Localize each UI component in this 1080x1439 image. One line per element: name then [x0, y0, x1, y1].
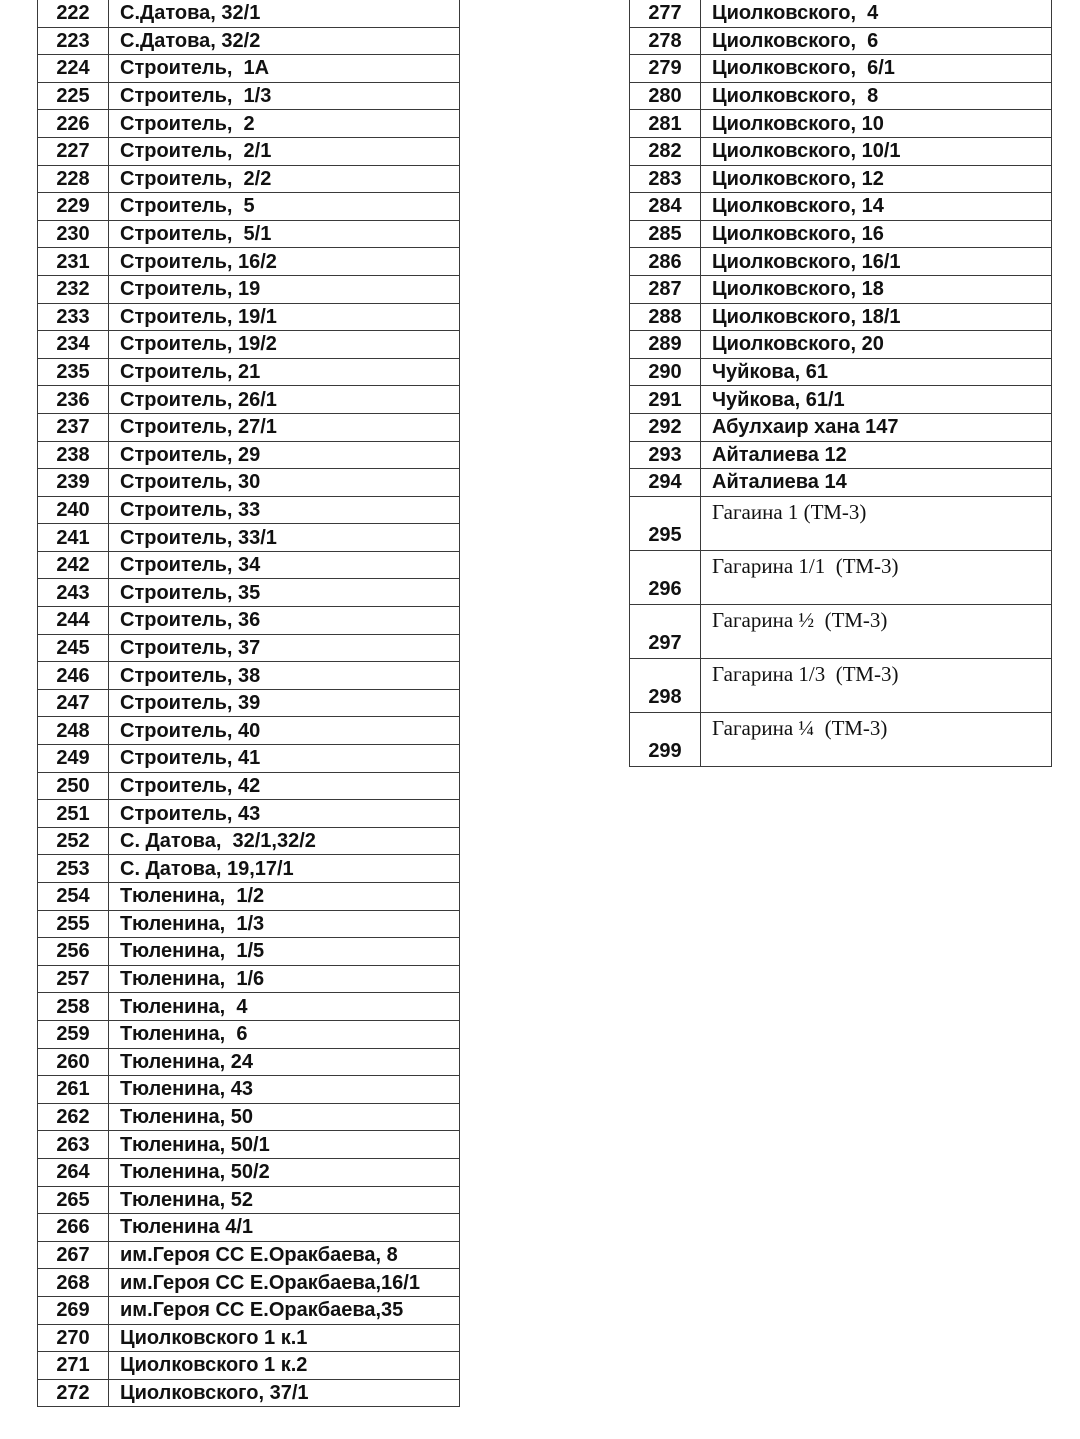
row-number: 228: [38, 165, 109, 193]
address-cell: Циолковского, 37/1: [109, 1379, 460, 1407]
address-cell: С. Датова, 32/1,32/2: [109, 827, 460, 855]
table-row: [38, 1186, 460, 1214]
address-cell: Циолковского, 20: [701, 331, 1052, 359]
table-row: [38, 689, 460, 717]
row-number: 257: [38, 965, 109, 993]
address-cell: Циолковского, 14: [701, 193, 1052, 221]
address-cell: Циолковского, 16: [701, 220, 1052, 248]
address-cell: Гагарина ¼ (ТМ-3): [701, 712, 1052, 766]
row-number: 281: [630, 110, 701, 138]
table-row: [630, 604, 1052, 658]
row-number: 295: [630, 496, 701, 550]
address-cell: Тюленина, 6: [109, 1020, 460, 1048]
address-cell: Строитель, 33/1: [109, 524, 460, 552]
address-cell: Чуйкова, 61: [701, 358, 1052, 386]
row-number: 287: [630, 275, 701, 303]
row-number: 277: [630, 0, 701, 27]
row-number: 262: [38, 1103, 109, 1131]
row-number: 249: [38, 745, 109, 773]
row-number: 272: [38, 1379, 109, 1407]
table-row: [38, 220, 460, 248]
row-number: 280: [630, 82, 701, 110]
address-cell: Строитель, 35: [109, 579, 460, 607]
row-number: 253: [38, 855, 109, 883]
row-number: 246: [38, 662, 109, 690]
table-row: [38, 1020, 460, 1048]
table-row: [38, 27, 460, 55]
address-cell: Строитель, 43: [109, 800, 460, 828]
row-number: 243: [38, 579, 109, 607]
address-cell: Циолковского, 6: [701, 27, 1052, 55]
table-row: [38, 827, 460, 855]
address-cell: Гагарина ½ (ТМ-3): [701, 604, 1052, 658]
table-row: [38, 938, 460, 966]
address-cell: Тюленина, 1/5: [109, 938, 460, 966]
table-row: [38, 1158, 460, 1186]
address-cell: Строитель, 2/2: [109, 165, 460, 193]
table-row: [38, 413, 460, 441]
table-row: [630, 496, 1052, 550]
row-number: 263: [38, 1131, 109, 1159]
row-number: 266: [38, 1214, 109, 1242]
table-row: [630, 220, 1052, 248]
row-number: 247: [38, 689, 109, 717]
row-number: 288: [630, 303, 701, 331]
table-row: [38, 0, 460, 27]
row-number: 286: [630, 248, 701, 276]
table-row: [38, 993, 460, 1021]
table-row: [38, 303, 460, 331]
address-cell: Строитель, 2/1: [109, 137, 460, 165]
row-number: 227: [38, 137, 109, 165]
address-cell: Циолковского 1 к.1: [109, 1324, 460, 1352]
row-number: 296: [630, 550, 701, 604]
address-cell: Циолковского, 16/1: [701, 248, 1052, 276]
address-cell: Строитель, 33: [109, 496, 460, 524]
table-row: [630, 550, 1052, 604]
table-row: [630, 0, 1052, 27]
row-number: 282: [630, 137, 701, 165]
address-cell: Циолковского, 8: [701, 82, 1052, 110]
address-cell: Строитель, 19/2: [109, 331, 460, 359]
address-cell: Строитель, 41: [109, 745, 460, 773]
table-row: [630, 193, 1052, 221]
row-number: 290: [630, 358, 701, 386]
table-row: [38, 248, 460, 276]
row-number: 267: [38, 1241, 109, 1269]
address-cell: Тюленина, 50: [109, 1103, 460, 1131]
row-number: 233: [38, 303, 109, 331]
table-row: [38, 1379, 460, 1407]
table-row: [38, 883, 460, 911]
address-cell: Строитель, 42: [109, 772, 460, 800]
address-cell: Строитель, 2: [109, 110, 460, 138]
row-number: 293: [630, 441, 701, 469]
row-number: 265: [38, 1186, 109, 1214]
row-number: 254: [38, 883, 109, 911]
row-number: 283: [630, 165, 701, 193]
row-number: 285: [630, 220, 701, 248]
table-row: [630, 358, 1052, 386]
row-number: 231: [38, 248, 109, 276]
address-cell: Циолковского, 10/1: [701, 137, 1052, 165]
table-row: [630, 248, 1052, 276]
row-number: 270: [38, 1324, 109, 1352]
address-cell: Строитель, 21: [109, 358, 460, 386]
table-row: [38, 1269, 460, 1297]
table-row: [630, 386, 1052, 414]
table-row: [38, 1103, 460, 1131]
address-cell: Строитель, 26/1: [109, 386, 460, 414]
row-number: 240: [38, 496, 109, 524]
table-row: [38, 772, 460, 800]
table-row: [38, 1048, 460, 1076]
table-row: [38, 358, 460, 386]
row-number: 248: [38, 717, 109, 745]
table-row: [38, 137, 460, 165]
row-number: 235: [38, 358, 109, 386]
row-number: 236: [38, 386, 109, 414]
table-row: [630, 165, 1052, 193]
address-cell: Тюленина, 1/3: [109, 910, 460, 938]
table-row: [38, 193, 460, 221]
address-cell: им.Героя СС Е.Оракбаева,16/1: [109, 1269, 460, 1297]
table-row: [38, 551, 460, 579]
table-row: [630, 137, 1052, 165]
table-row: [38, 524, 460, 552]
address-cell: Строитель, 27/1: [109, 413, 460, 441]
row-number: 268: [38, 1269, 109, 1297]
address-cell: Тюленина, 1/2: [109, 883, 460, 911]
table-row: [38, 110, 460, 138]
row-number: 284: [630, 193, 701, 221]
table-row: [38, 1324, 460, 1352]
address-cell: С.Датова, 32/2: [109, 27, 460, 55]
table-row: [630, 275, 1052, 303]
row-number: 292: [630, 413, 701, 441]
table-row: [38, 745, 460, 773]
row-number: 237: [38, 413, 109, 441]
row-number: 271: [38, 1352, 109, 1380]
row-number: 252: [38, 827, 109, 855]
address-cell: им.Героя СС Е.Оракбаева, 8: [109, 1241, 460, 1269]
address-cell: С. Датова, 19,17/1: [109, 855, 460, 883]
table-row: [38, 1241, 460, 1269]
row-number: 278: [630, 27, 701, 55]
table-row: [630, 110, 1052, 138]
table-row: [38, 800, 460, 828]
address-cell: Строитель, 37: [109, 634, 460, 662]
table-row: [38, 441, 460, 469]
table-row: [38, 82, 460, 110]
address-cell: Циолковского, 12: [701, 165, 1052, 193]
row-number: 244: [38, 607, 109, 635]
address-cell: Строитель, 29: [109, 441, 460, 469]
address-cell: Строитель, 40: [109, 717, 460, 745]
row-number: 251: [38, 800, 109, 828]
row-number: 256: [38, 938, 109, 966]
address-cell: Строитель, 30: [109, 469, 460, 497]
table-row: [630, 413, 1052, 441]
table-row: [38, 469, 460, 497]
address-cell: Чуйкова, 61/1: [701, 386, 1052, 414]
address-cell: С.Датова, 32/1: [109, 0, 460, 27]
row-number: 258: [38, 993, 109, 1021]
row-number: 264: [38, 1158, 109, 1186]
table-row: [38, 275, 460, 303]
address-cell: Циолковского, 18/1: [701, 303, 1052, 331]
table-row: [630, 469, 1052, 497]
address-table-left: [37, 0, 460, 1407]
row-number: 297: [630, 604, 701, 658]
address-cell: Циолковского, 6/1: [701, 55, 1052, 83]
row-number: 226: [38, 110, 109, 138]
table-row: [38, 1214, 460, 1242]
address-cell: Тюленина, 1/6: [109, 965, 460, 993]
table-row: [38, 1352, 460, 1380]
row-number: 291: [630, 386, 701, 414]
row-number: 223: [38, 27, 109, 55]
address-cell: Тюленина, 24: [109, 1048, 460, 1076]
table-row: [38, 165, 460, 193]
address-cell: Тюленина, 4: [109, 993, 460, 1021]
row-number: 234: [38, 331, 109, 359]
address-cell: Абулхаир хана 147: [701, 413, 1052, 441]
row-number: 245: [38, 634, 109, 662]
address-cell: Строитель, 5/1: [109, 220, 460, 248]
address-cell: Строитель, 1/3: [109, 82, 460, 110]
row-number: 250: [38, 772, 109, 800]
table-row: [38, 386, 460, 414]
address-cell: Циолковского 1 к.2: [109, 1352, 460, 1380]
address-cell: Гагарина 1/3 (ТМ-3): [701, 658, 1052, 712]
address-cell: Циолковского, 4: [701, 0, 1052, 27]
address-cell: Строитель, 34: [109, 551, 460, 579]
address-cell: Строитель, 16/2: [109, 248, 460, 276]
address-cell: Циолковского, 18: [701, 275, 1052, 303]
table-row: [630, 658, 1052, 712]
address-cell: Тюленина, 43: [109, 1076, 460, 1104]
row-number: 259: [38, 1020, 109, 1048]
address-cell: Айталиева 14: [701, 469, 1052, 497]
address-cell: Строитель, 19/1: [109, 303, 460, 331]
row-number: 225: [38, 82, 109, 110]
row-number: 224: [38, 55, 109, 83]
row-number: 222: [38, 0, 109, 27]
table-row: [38, 1296, 460, 1324]
table-row: [38, 331, 460, 359]
row-number: 279: [630, 55, 701, 83]
table-row: [38, 965, 460, 993]
row-number: 230: [38, 220, 109, 248]
address-cell: Строитель, 38: [109, 662, 460, 690]
row-number: 298: [630, 658, 701, 712]
table-row: [630, 303, 1052, 331]
table-row: [38, 1076, 460, 1104]
table-row: [38, 855, 460, 883]
address-cell: Циолковского, 10: [701, 110, 1052, 138]
table-row: [38, 579, 460, 607]
address-cell: Тюленина 4/1: [109, 1214, 460, 1242]
table-row: [38, 607, 460, 635]
address-cell: Айталиева 12: [701, 441, 1052, 469]
row-number: 260: [38, 1048, 109, 1076]
address-cell: Тюленина, 50/1: [109, 1131, 460, 1159]
address-cell: Строитель, 36: [109, 607, 460, 635]
address-cell: Тюленина, 50/2: [109, 1158, 460, 1186]
row-number: 238: [38, 441, 109, 469]
table-row: [38, 496, 460, 524]
table-row: [630, 82, 1052, 110]
table-row: [38, 634, 460, 662]
table-row: [630, 441, 1052, 469]
row-number: 229: [38, 193, 109, 221]
address-cell: им.Героя СС Е.Оракбаева,35: [109, 1296, 460, 1324]
table-row: [630, 55, 1052, 83]
row-number: 232: [38, 275, 109, 303]
address-cell: Тюленина, 52: [109, 1186, 460, 1214]
row-number: 269: [38, 1296, 109, 1324]
table-row: [38, 717, 460, 745]
row-number: 241: [38, 524, 109, 552]
row-number: 299: [630, 712, 701, 766]
address-cell: Гагарина 1/1 (ТМ-3): [701, 550, 1052, 604]
row-number: 239: [38, 469, 109, 497]
table-row: [630, 331, 1052, 359]
row-number: 242: [38, 551, 109, 579]
address-cell: Строитель, 1А: [109, 55, 460, 83]
row-number: 261: [38, 1076, 109, 1104]
address-cell: Гагаина 1 (ТМ-3): [701, 496, 1052, 550]
table-row: [630, 27, 1052, 55]
address-table-right: [629, 0, 1052, 767]
address-cell: Строитель, 39: [109, 689, 460, 717]
table-row: [38, 1131, 460, 1159]
table-row: [38, 55, 460, 83]
table-row: [38, 662, 460, 690]
row-number: 294: [630, 469, 701, 497]
row-number: 289: [630, 331, 701, 359]
address-cell: Строитель, 5: [109, 193, 460, 221]
address-cell: Строитель, 19: [109, 275, 460, 303]
table-row: [38, 910, 460, 938]
table-row: [630, 712, 1052, 766]
row-number: 255: [38, 910, 109, 938]
